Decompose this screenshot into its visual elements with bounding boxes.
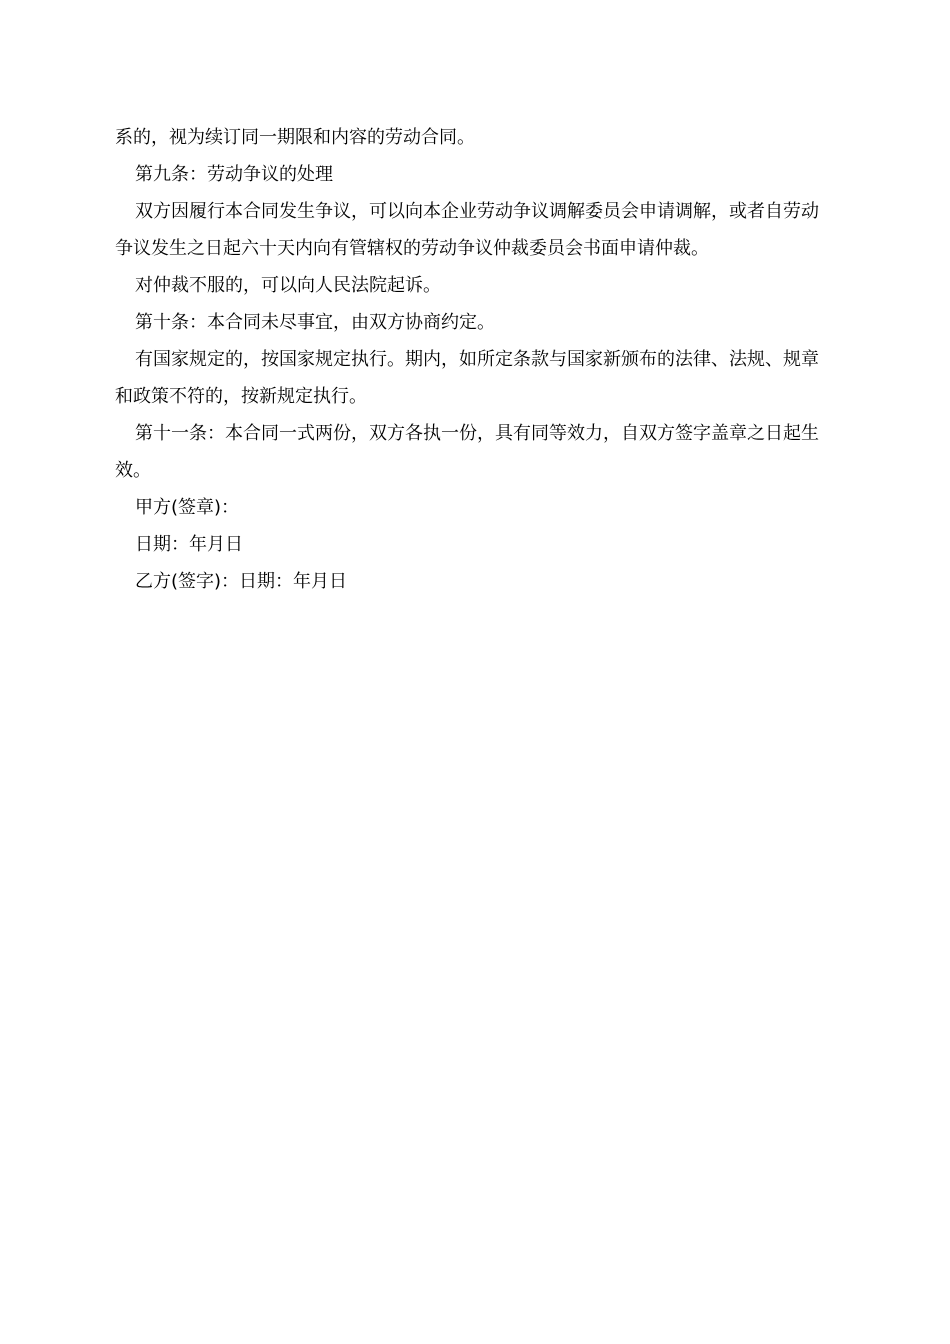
article-9-court-appeal: 对仲裁不服的，可以向人民法院起诉。 <box>135 275 441 296</box>
article-10-national-rules: 有国家规定的，按国家规定执行。期内，如所定条款与国家新颁布的法律、法规、规章和政策不符的，按新规定执行。 <box>115 349 819 407</box>
party-b-signature-date: 乙方(签字)：日期：年月日 <box>135 571 348 592</box>
article-9-heading: 第九条：劳动争议的处理 <box>135 164 333 185</box>
article-11-copies: 第十一条：本合同一式两份，双方各执一份，具有同等效力，自双方签字盖章之日起生效。 <box>115 423 819 481</box>
article-9-dispute-mediation: 双方因履行本合同发生争议，可以向本企业劳动争议调解委员会申请调解，或者自劳动争议发生之日起六十天内向有管辖权的劳动争议仲裁委员会书面申请仲裁。 <box>115 201 819 259</box>
party-a-signature: 甲方(签章)： <box>135 497 240 518</box>
party-a-date: 日期：年月日 <box>135 534 243 555</box>
article-10-heading: 第十条：本合同未尽事宜，由双方协商约定。 <box>135 312 495 333</box>
paragraph-continuation: 系的，视为续订同一期限和内容的劳动合同。 <box>115 127 475 148</box>
document-body <box>115 119 835 600</box>
